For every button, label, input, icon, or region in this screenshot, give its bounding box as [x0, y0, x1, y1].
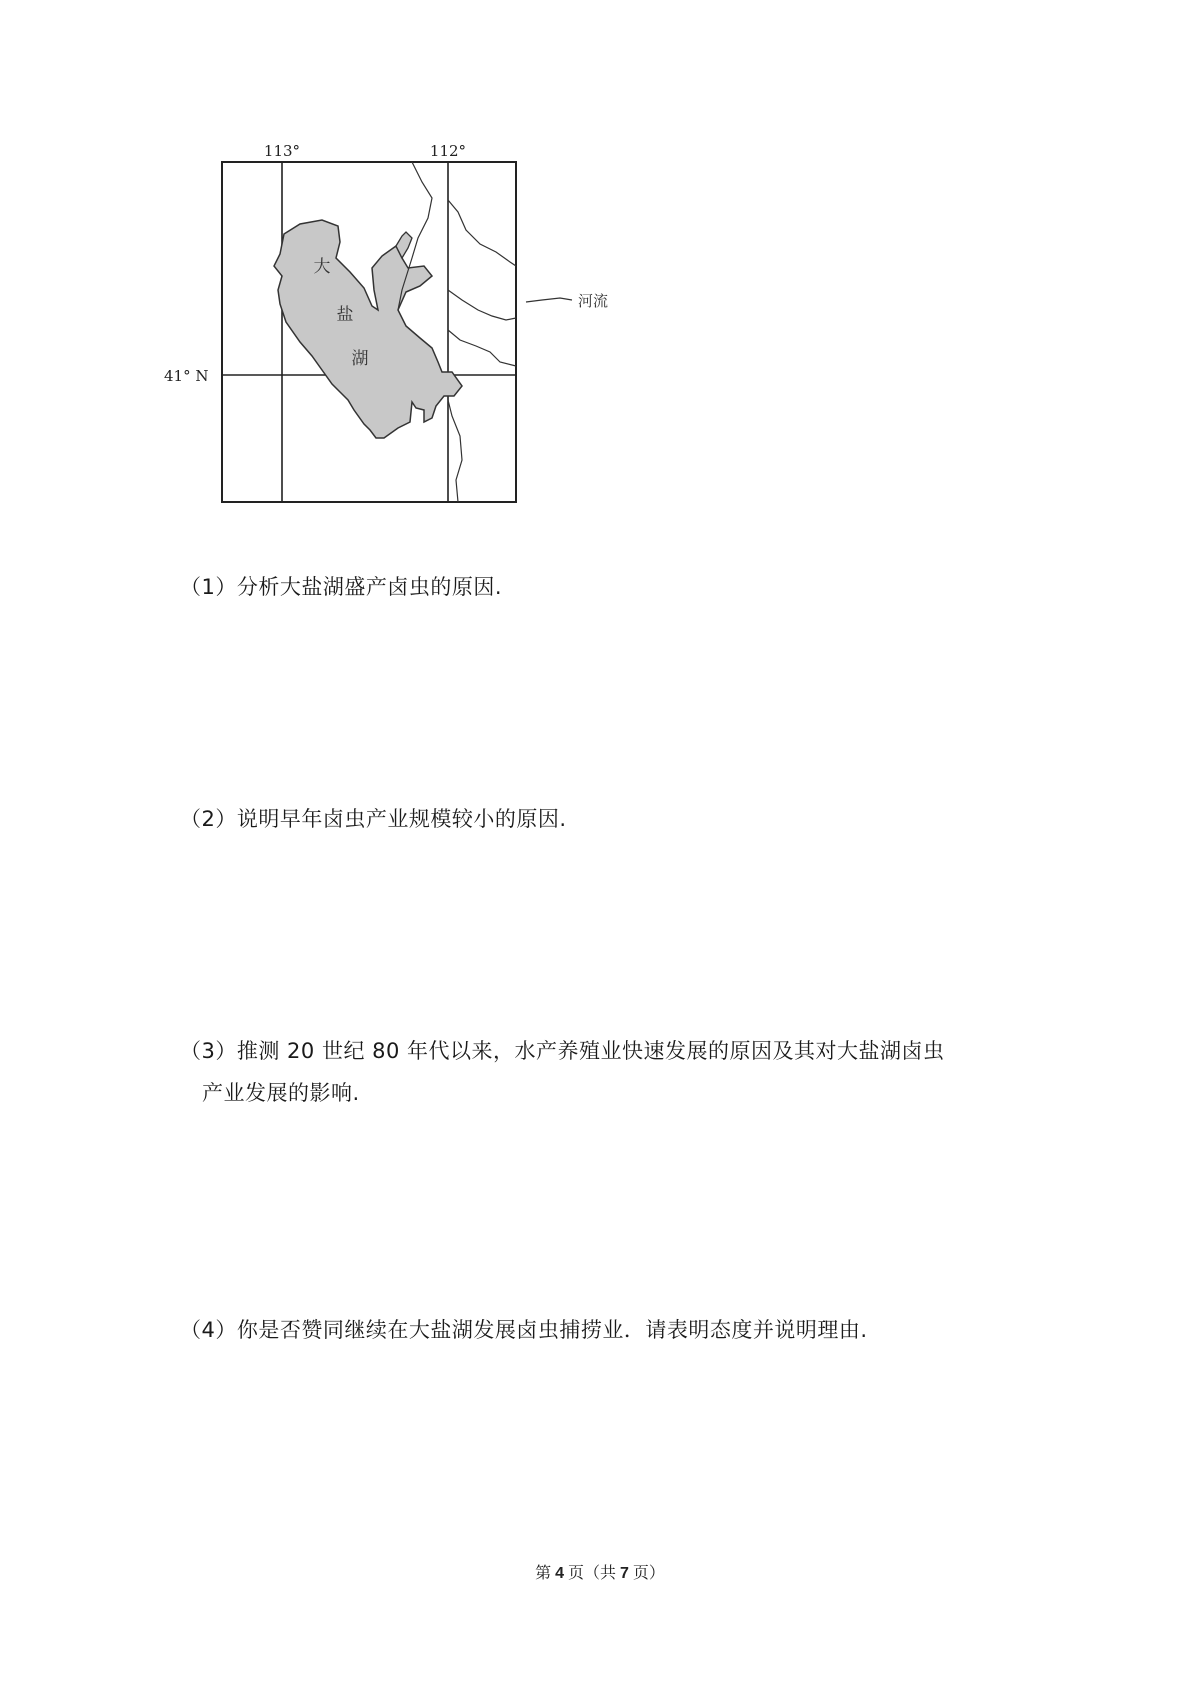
river-5 [448, 400, 462, 502]
river-4 [448, 330, 516, 366]
lon-label-112: 112° [429, 142, 467, 160]
question-4-number: （4） [180, 1318, 237, 1342]
lake-char-hu: 湖 [351, 349, 369, 369]
footer-total-pages: 7 [620, 1565, 629, 1582]
great-salt-lake [274, 220, 462, 438]
river-legend-leader [526, 298, 572, 302]
footer-prefix: 第 [535, 1563, 552, 1582]
question-3 [180, 1030, 1040, 1114]
page-footer [0, 1560, 1200, 1583]
question-1-text: 分析大盐湖盛产卤虫的原因. [236, 575, 503, 599]
question-3-text: 推测 20 世纪 80 年代以来，水产养殖业快速发展的原因及其对大盐湖卤虫 [236, 1039, 945, 1063]
question-4 [180, 1309, 1040, 1351]
question-2-text: 说明早年卤虫产业规模较小的原因. [236, 807, 567, 831]
lake-char-da: 大 [313, 257, 331, 277]
great-salt-lake-map [150, 140, 690, 560]
question-3-text-continued: 产业发展的影响. [202, 1081, 360, 1105]
footer-middle: 页（共 [567, 1563, 616, 1582]
river-3 [448, 290, 516, 320]
question-4-text: 你是否赞同继续在大盐湖发展卤虫捕捞业．请表明态度并说明理由. [236, 1318, 868, 1342]
river-legend-label: 河流 [578, 292, 609, 310]
question-3-number: （3） [180, 1039, 237, 1063]
question-1-number: （1） [180, 575, 237, 599]
question-2 [180, 798, 1040, 840]
lat-label-41n: 41° N [164, 367, 209, 385]
lake-char-yan: 盐 [336, 305, 354, 325]
lon-label-113: 113° [263, 142, 301, 160]
question-2-number: （2） [180, 807, 237, 831]
river-2 [448, 200, 516, 266]
footer-page-number: 4 [555, 1565, 564, 1582]
footer-suffix: 页） [632, 1563, 665, 1582]
question-1 [180, 566, 1040, 608]
